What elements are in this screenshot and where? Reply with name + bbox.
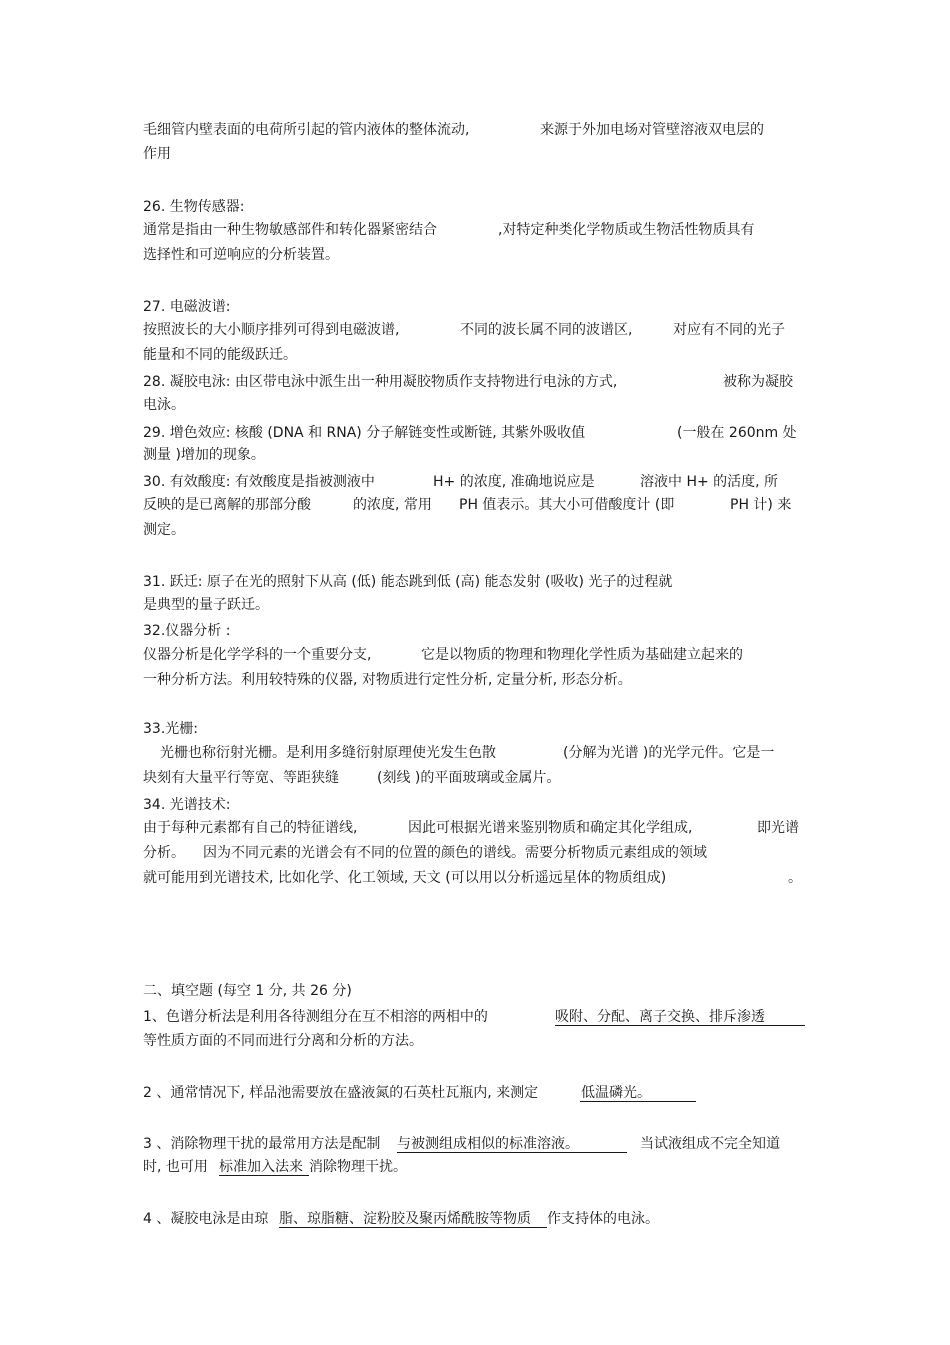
definition-26-heading: 26. 生物传感器: bbox=[143, 199, 245, 215]
definition-28-line-2: 电泳。 bbox=[143, 397, 185, 413]
fill-answer-4: 脂、琼脂糖、淀粉胶及聚丙烯酰胺等物质 bbox=[279, 1211, 531, 1227]
definition-29-line-2: 测量 )增加的现象。 bbox=[143, 447, 265, 463]
definition-32-line-2: 一种分析方法。利用较特殊的仪器, 对物质进行定性分析, 定量分析, 形态分析。 bbox=[143, 672, 632, 688]
intro-line-2: 作用 bbox=[143, 146, 171, 162]
fill-answer-3b: 标准加入法来 bbox=[219, 1159, 303, 1175]
definition-30-line-3: 测定。 bbox=[143, 522, 185, 538]
answer-underline-4 bbox=[279, 1227, 547, 1228]
definition-27-line-2: 能量和不同的能级跃迁。 bbox=[143, 347, 297, 363]
definition-31-line-2: 是典型的量子跃迁。 bbox=[143, 597, 269, 613]
answer-underline-1 bbox=[555, 1025, 805, 1026]
document-page: 毛细管内壁表面的电荷所引起的管内液体的整体流动, 来源于外加电场对管壁溶液双电层的 作用 26. 生物传感器: 通常是指由一种生物敏感部件和转化器紧密结合 ,对特定种类化学物质或生物活性物质具有 选择性和可逆响应的分析装置。 27. 电磁波谱: 按照波长的大小顺序排列可得到电磁波谱, 不同的波长属不同的波谱区, 对应有不同的光子 能量和不同的能级跃迁。 28. 凝胶电泳: 由区带电泳中派生出一种用凝胶物质作支持物进行电泳的方式, 被称为凝胶 电泳。 29. 增色效应: 核酸 (DNA 和 RNA) 分子解链变性或断链, 其紫外吸收值 (一般在 260nm 处 测量 )增加的现象。 30. 有效酸度: 有效酸度是指被测液中 H+ 的浓度, 准确地说应是 溶液中 H+ 的活度, 所 反映的是已离解的那部分酸 的浓度, 常用 PH 值表示。其大小可借酸度计 (即 PH 计) 来 测定。 31. 跃迁: 原子在光的照射下从高 (低) 能态跳到低 (高) 能态发射 (吸收) 光子的过程就 是典型的量子跃迁。 32.仪器分析 : 仪器分析是化学学科的一个重要分支, 它是以物质的物理和物理化学性质为基础建立起来的 一种分析方法。利用较特殊的仪器, 对物质进行定性分析, 定量分析, 形态分析。 33.光栅: 光栅也称衍射光栅。是利用多缝衍射原理使光发生色散 (分解为光谱 )的光学元件。它是一 块刻有大量平行等宽、等距狭缝 (刻线 )的平面玻璃或金属片。 34. 光谱技术: 由于每种元素都有自己的特征谱线, 因此可根据光谱来鉴别物质和确定其化学组成, 即光谱 分析。 因为不同元素的光谱会有不同的位置的颜色的谱线。需要分析物质元素组成的领域 就可能用到光谱技术, 比如化学、化工领域, 天文 (可以用以分析遥远星体的物质组成) 。 二、填空题 (每空 1 分, 共 26 分) 1、色谱分析法是利用各待测组分在互不相溶的两相中的 吸附、分配、离子交换、排斥渗透 等性质方面的不同而进行分离和分析的方法。 2 、通常情况下, 样品池需要放在盛液氮的石英杜瓦瓶内, 来测定 低温磷光。 3 、消除物理干扰的最常用方法是配制 与被测组成相似的标准溶液。 当试液组成不完全知道 时, 也可用 标准加入法来 消除物理干扰。 4 、凝胶电泳是由琼 脂、琼脂糖、淀粉胶及聚丙烯酰胺等物质 作支持体的电泳。 bbox=[0, 0, 950, 1345]
definition-31-line-1: 31. 跃迁: 原子在光的照射下从高 (低) 能态跳到低 (高) 能态发射 (吸收) 光子的过程就 bbox=[143, 574, 673, 590]
fill-answer-1: 吸附、分配、离子交换、排斥渗透 bbox=[555, 1009, 765, 1025]
answer-underline-3 bbox=[397, 1152, 627, 1153]
fill-question-1-line-2: 等性质方面的不同而进行分离和分析的方法。 bbox=[143, 1033, 423, 1049]
definition-32-heading: 32.仪器分析 : bbox=[143, 623, 231, 639]
fill-answer-2: 低温磷光。 bbox=[581, 1085, 651, 1101]
answer-underline-2 bbox=[580, 1101, 696, 1102]
definition-33-heading: 33.光栅: bbox=[143, 721, 198, 737]
answer-underline-3b bbox=[219, 1175, 309, 1176]
definition-34-heading: 34. 光谱技术: bbox=[143, 797, 231, 813]
definition-27-heading: 27. 电磁波谱: bbox=[143, 299, 231, 315]
fill-answer-3: 与被测组成相似的标准溶液。 bbox=[397, 1136, 579, 1152]
fill-section-title: 二、填空题 (每空 1 分, 共 26 分) bbox=[143, 983, 352, 999]
definition-26-line-2: 选择性和可逆响应的分析装置。 bbox=[143, 247, 339, 263]
